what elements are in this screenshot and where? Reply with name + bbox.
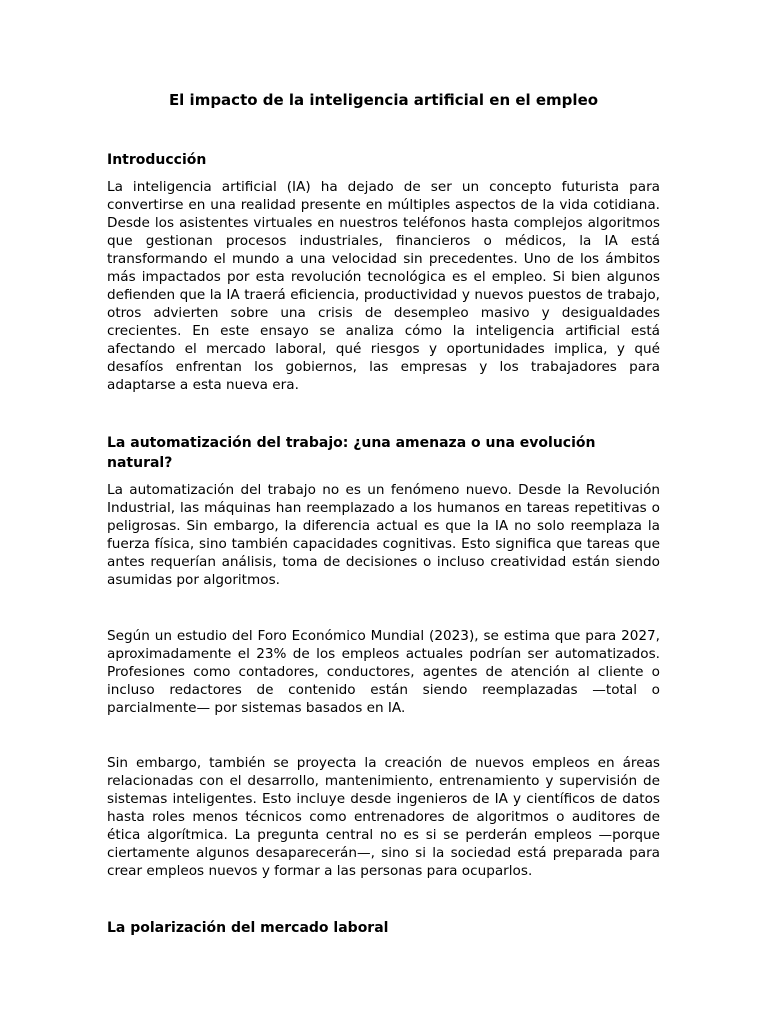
- section-heading-automatizacion: La automatización del trabajo: ¿una amenaza o una evolución natural?: [107, 435, 596, 471]
- paragraph-automatizacion-1: La automatización del trabajo no es un fenómeno nuevo. Desde la Revolución Industrial, las máquinas han reemplazado a los humanos en tareas repetitivas o peligrosas. Sin embargo, la diferencia actual es que la IA no solo reemplaza la fuerza física, sino también capacidades cognitivas. Esto significa que tareas que antes requerían análisis, toma de decisiones o incluso creatividad están siendo asumidas por algoritmos.: [107, 482, 660, 588]
- document-content: [107, 90, 660, 938]
- paragraph-automatizacion-2: Según un estudio del Foro Económico Mundial (2023), se estima que para 2027, aproximadamente el 23% de los empleos actuales podrían ser automatizados. Profesiones como contadores, conductores, agentes de atención al cliente o incluso redactores de contenido están siendo reemplazadas —total o parcialmente— por sistemas basados en IA.: [107, 628, 660, 716]
- paragraph-introduccion: La inteligencia artificial (IA) ha dejado de ser un concepto futurista para convertirse en una realidad presente en múltiples aspectos de la vida cotidiana. Desde los asistentes virtuales en nuestros teléfonos hasta complejos algoritmos que gestionan procesos industriales, financieros o médicos, la IA está transformando el mundo a una velocidad sin precedentes. Uno de los ámbitos más impactados por esta revolución tecnológica es el empleo. Si bien algunos defienden que la IA traerá eficiencia, productividad y nuevos puestos de trabajo, otros advierten sobre una crisis de desempleo masivo y desigualdades crecientes. En este ensayo se analiza cómo la inteligencia artificial está afectando el mercado laboral, qué riesgos y oportunidades implica, y qué desafíos enfrentan los gobiernos, las empresas y los trabajadores para adaptarse a esta nueva era.: [107, 179, 660, 393]
- document-title: El impacto de la inteligencia artificial en el empleo: [168, 91, 599, 109]
- paragraph-automatizacion-3: Sin embargo, también se proyecta la creación de nuevos empleos en áreas relacionadas con el desarrollo, mantenimiento, entrenamiento y supervisión de sistemas inteligentes. Esto incluye desde ingenieros de IA y científicos de datos hasta roles menos técnicos como entrenadores de algoritmos o auditores de ética algorítmica. La pregunta central no es si se perderán empleos —porque ciertamente algunos desaparecerán—, sino si la sociedad está preparada para crear empleos nuevos y formar a las personas para ocuparlos.: [107, 755, 660, 879]
- section-heading-introduccion: Introducción: [107, 152, 207, 168]
- section-heading-polarizacion: La polarización del mercado laboral: [107, 920, 389, 936]
